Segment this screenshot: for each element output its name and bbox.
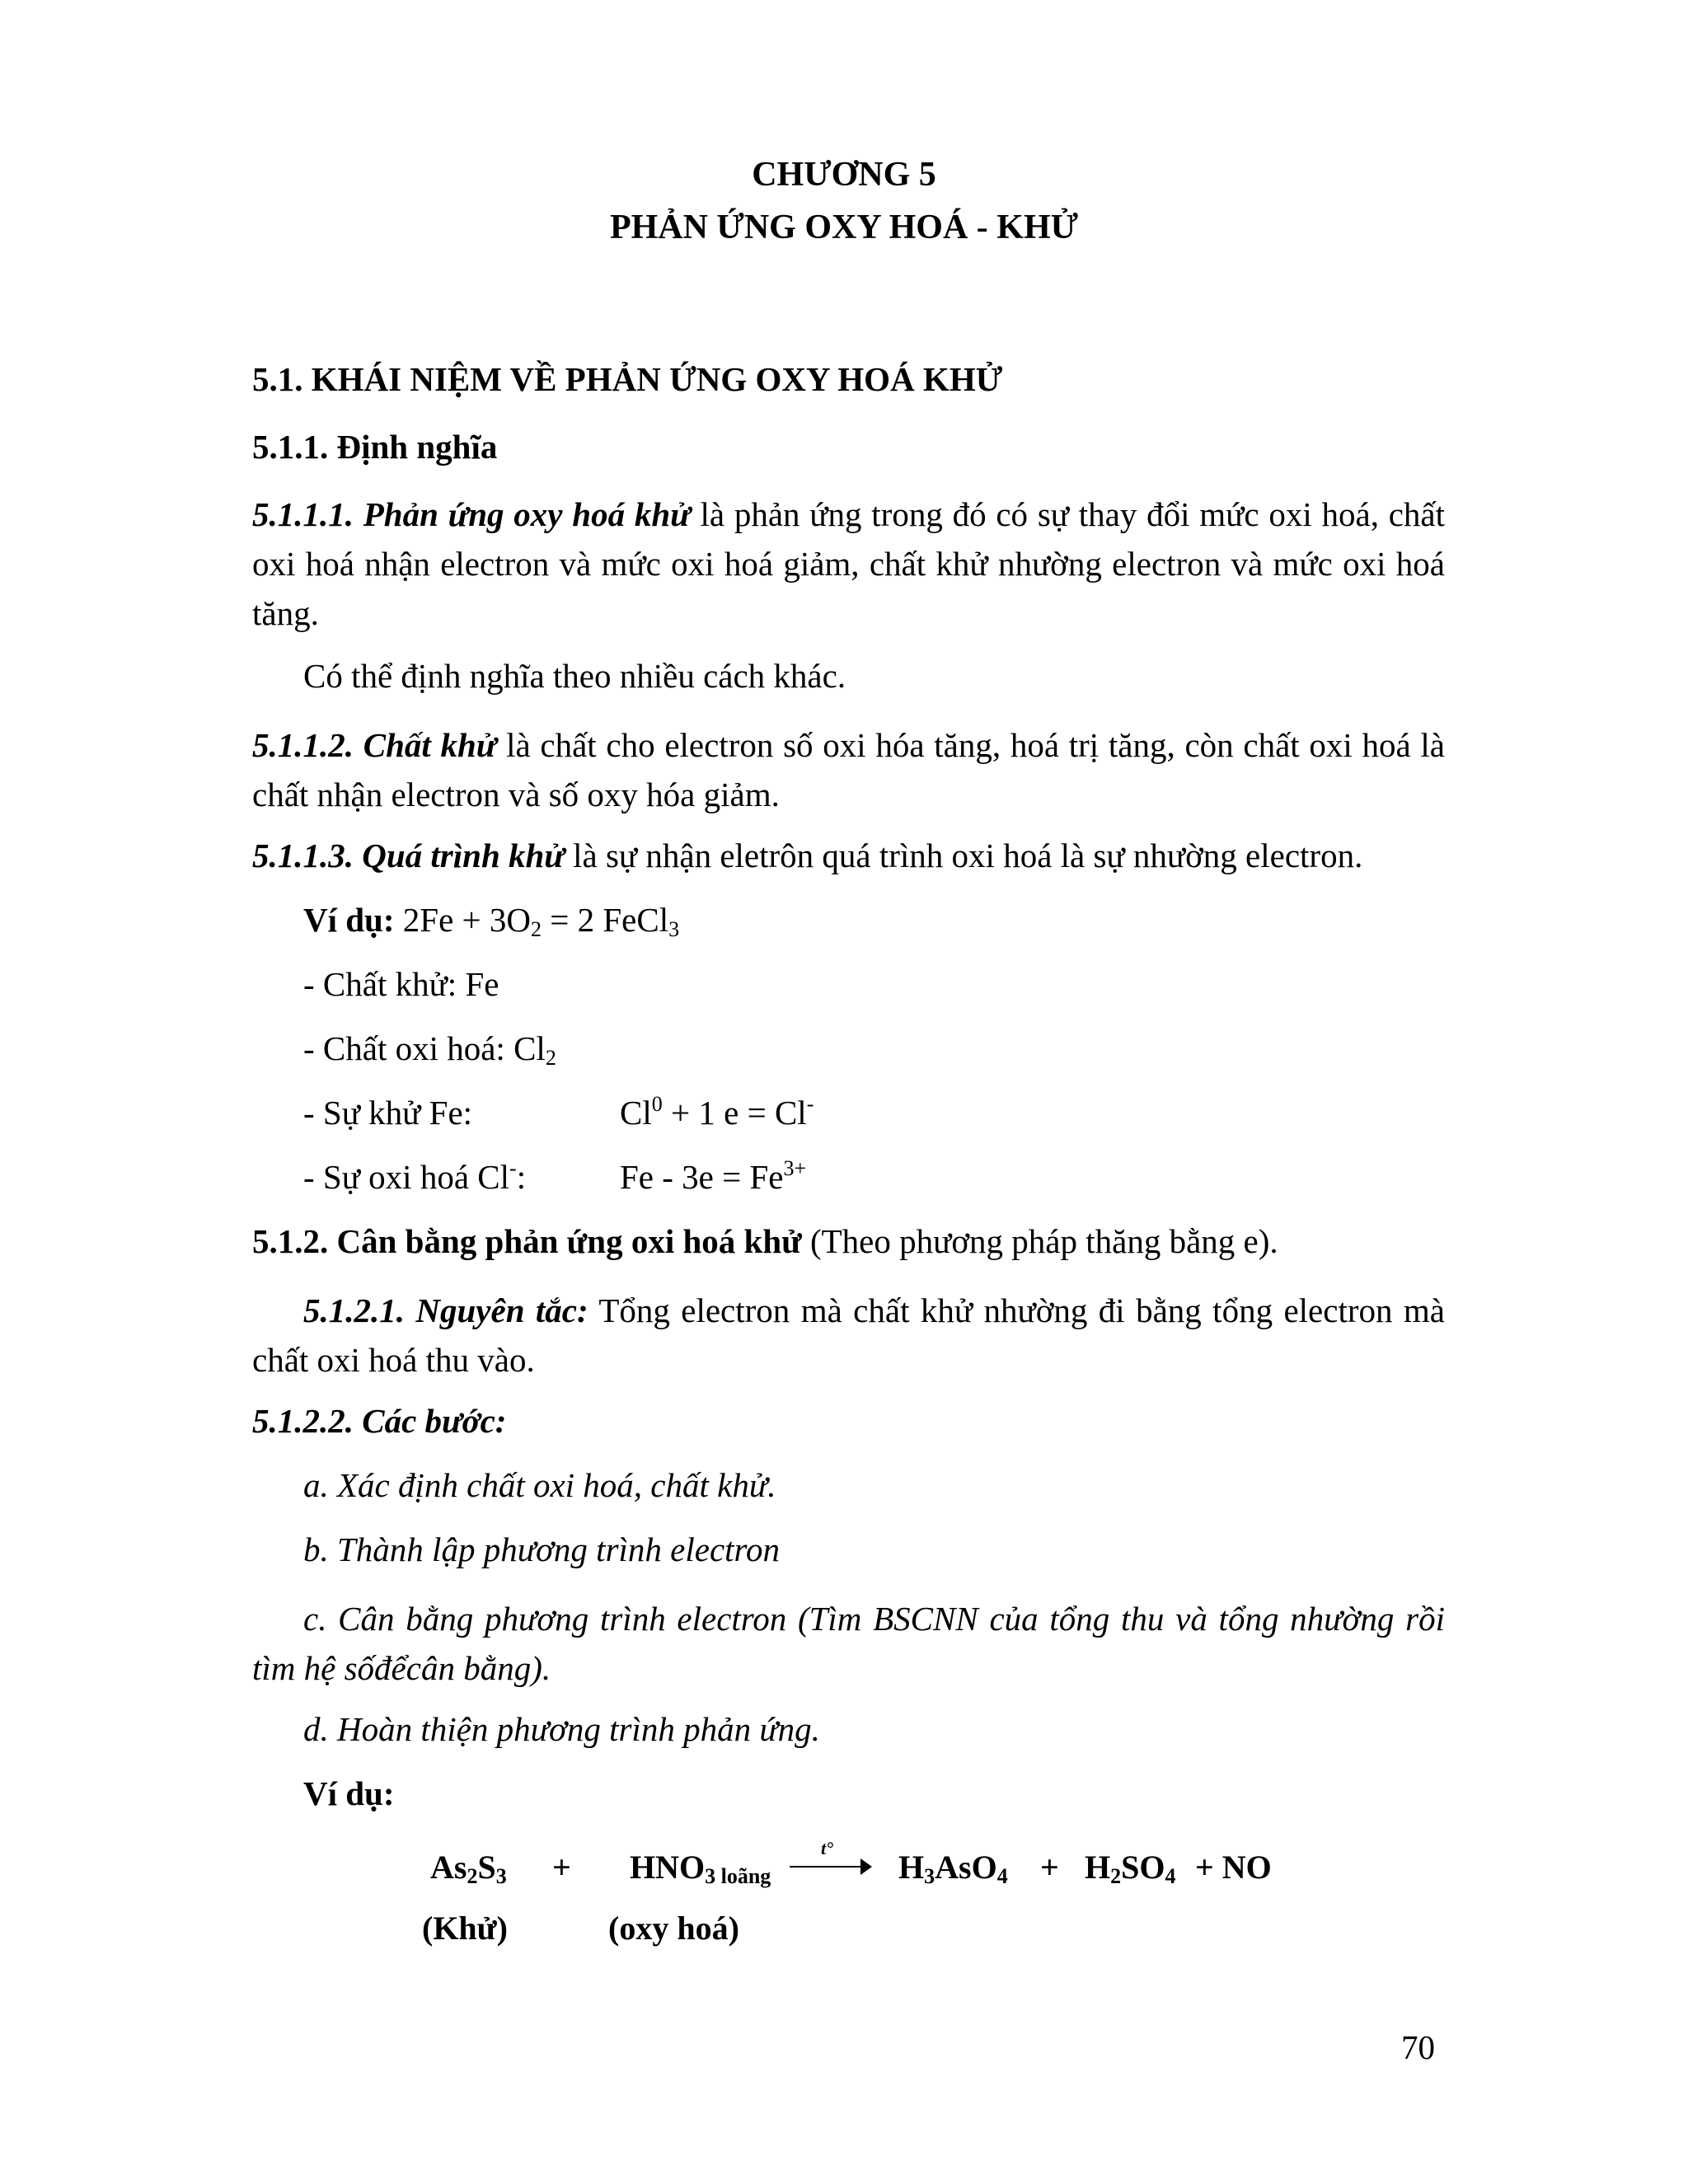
step-b: b. Thành lập phương trình electron bbox=[303, 1530, 780, 1568]
paragraph-text: là sự nhận eletrôn quá trình oxi hoá là sự nhường electron. bbox=[564, 837, 1363, 874]
paragraph-text: là chất cho electron số oxi hóa tăng, hoá trị tăng, còn chất oxi hoá là chất nhận electron và số oxy hóa giảm. bbox=[252, 726, 1446, 813]
chapter-number: CHƯƠNG 5 bbox=[752, 156, 936, 194]
section-heading-5-1-2-2: 5.1.2.2. Các bước: bbox=[252, 1402, 507, 1440]
step-d: d. Hoàn thiện phương trình phản ứng. bbox=[303, 1710, 820, 1748]
reduction-equation: $Cl^0 + 1$ e = Cl- bbox=[620, 1092, 814, 1132]
paragraph-5-1-1-3 bbox=[252, 836, 1362, 875]
example-label: Ví dụ: bbox=[303, 901, 395, 939]
reaction-arrow bbox=[790, 1838, 872, 1882]
reactant-hno3: $HNO_{3 loãng}$ bbox=[630, 1849, 771, 1888]
oxidant-note: (oxy hoá) bbox=[608, 1910, 739, 1947]
paragraph-5-1-1-1 bbox=[252, 490, 1445, 638]
alt-definition-text: Có thể định nghĩa theo nhiều cách khác. bbox=[303, 657, 846, 695]
section-heading-5-1: 5.1. KHÁI NIỆM VỀ PHẢN ỨNG OXY HOÁ KHỬ bbox=[252, 360, 1003, 398]
section-label: 5.1.2. Cân bằng phản ứng oxi hoá khử bbox=[252, 1222, 802, 1260]
reduction-label: - Sự khử Fe: bbox=[303, 1094, 473, 1132]
reducer-line: - Chất khử: Fe bbox=[303, 965, 499, 1003]
section-heading-5-1-2: 5.1.2. Cân bằng phản ứng oxi hoá khử (Theo phương pháp thăng bằng e). bbox=[252, 1222, 1278, 1260]
step-a: a. Xác định chất oxi hoá, chất khử. bbox=[303, 1466, 776, 1504]
principle-label: 5.1.2.1. Nguyên tắc: bbox=[303, 1291, 588, 1329]
paragraph-5-1-2-1: 5.1.2.1. Nguyên tắc: Tổng electron mà chất khử nhường đi bằng tổng electron mà chất oxi hoá thu vào. bbox=[252, 1291, 1445, 1379]
term-label: 5.1.1.1. Phản ứng oxy hoá khử bbox=[252, 495, 691, 533]
reactant-as2s3: $As_2S_3$ bbox=[430, 1849, 507, 1888]
oxidation-label: - Sự oxi hoá Cl-: bbox=[303, 1156, 527, 1196]
example2-label: Ví dụ: bbox=[303, 1774, 395, 1812]
term-label: 5.1.1.3. Quá trình khử bbox=[252, 837, 565, 874]
page-number: 70 bbox=[1401, 2028, 1435, 2066]
arrow-label: t° bbox=[821, 1838, 833, 1858]
paragraph-text: là phản ứng trong đó có sự thay đổi mức oxi hoá, chất oxi hoá nhận electron và mức oxi hoá giảm, chất khử nhường electron và mức oxi hoá tăng. bbox=[252, 495, 1446, 632]
product-no: + NO bbox=[1195, 1849, 1272, 1886]
product-h2so4: $H_2SO_4$ bbox=[1085, 1849, 1176, 1888]
arrow-icon bbox=[790, 1838, 872, 1882]
reducer-note: (Khử) bbox=[422, 1910, 509, 1947]
paragraph-5-1-1-2 bbox=[252, 720, 1445, 819]
term-label: 5.1.1.2. Chất khử bbox=[252, 726, 497, 764]
example-equation: Ví dụ: $2Fe + 3O_2 = 2$ FeCl$_3$ bbox=[303, 901, 680, 941]
oxidant-line: - Chất oxi hoá: $Cl_2$ bbox=[303, 1029, 556, 1070]
plus-sign-1: + bbox=[552, 1849, 571, 1886]
chapter-title: PHẢN ỨNG OXY HOÁ - KHỬ bbox=[609, 209, 1079, 246]
step-c: c. Cân bằng phương trình electron (Tìm BSCNN của tổng thu và tổng nhường rồi tìm hệ sốđểcân bằng). bbox=[252, 1600, 1445, 1687]
oxidation-equation: $Fe - 3e = Fe^{3+}$ bbox=[620, 1156, 807, 1196]
product-h3aso4: $H_3AsO_4$ bbox=[898, 1849, 1008, 1888]
section-heading-5-1-1: 5.1.1. Định nghĩa bbox=[252, 428, 498, 466]
plus-sign-2: + bbox=[1040, 1849, 1059, 1886]
